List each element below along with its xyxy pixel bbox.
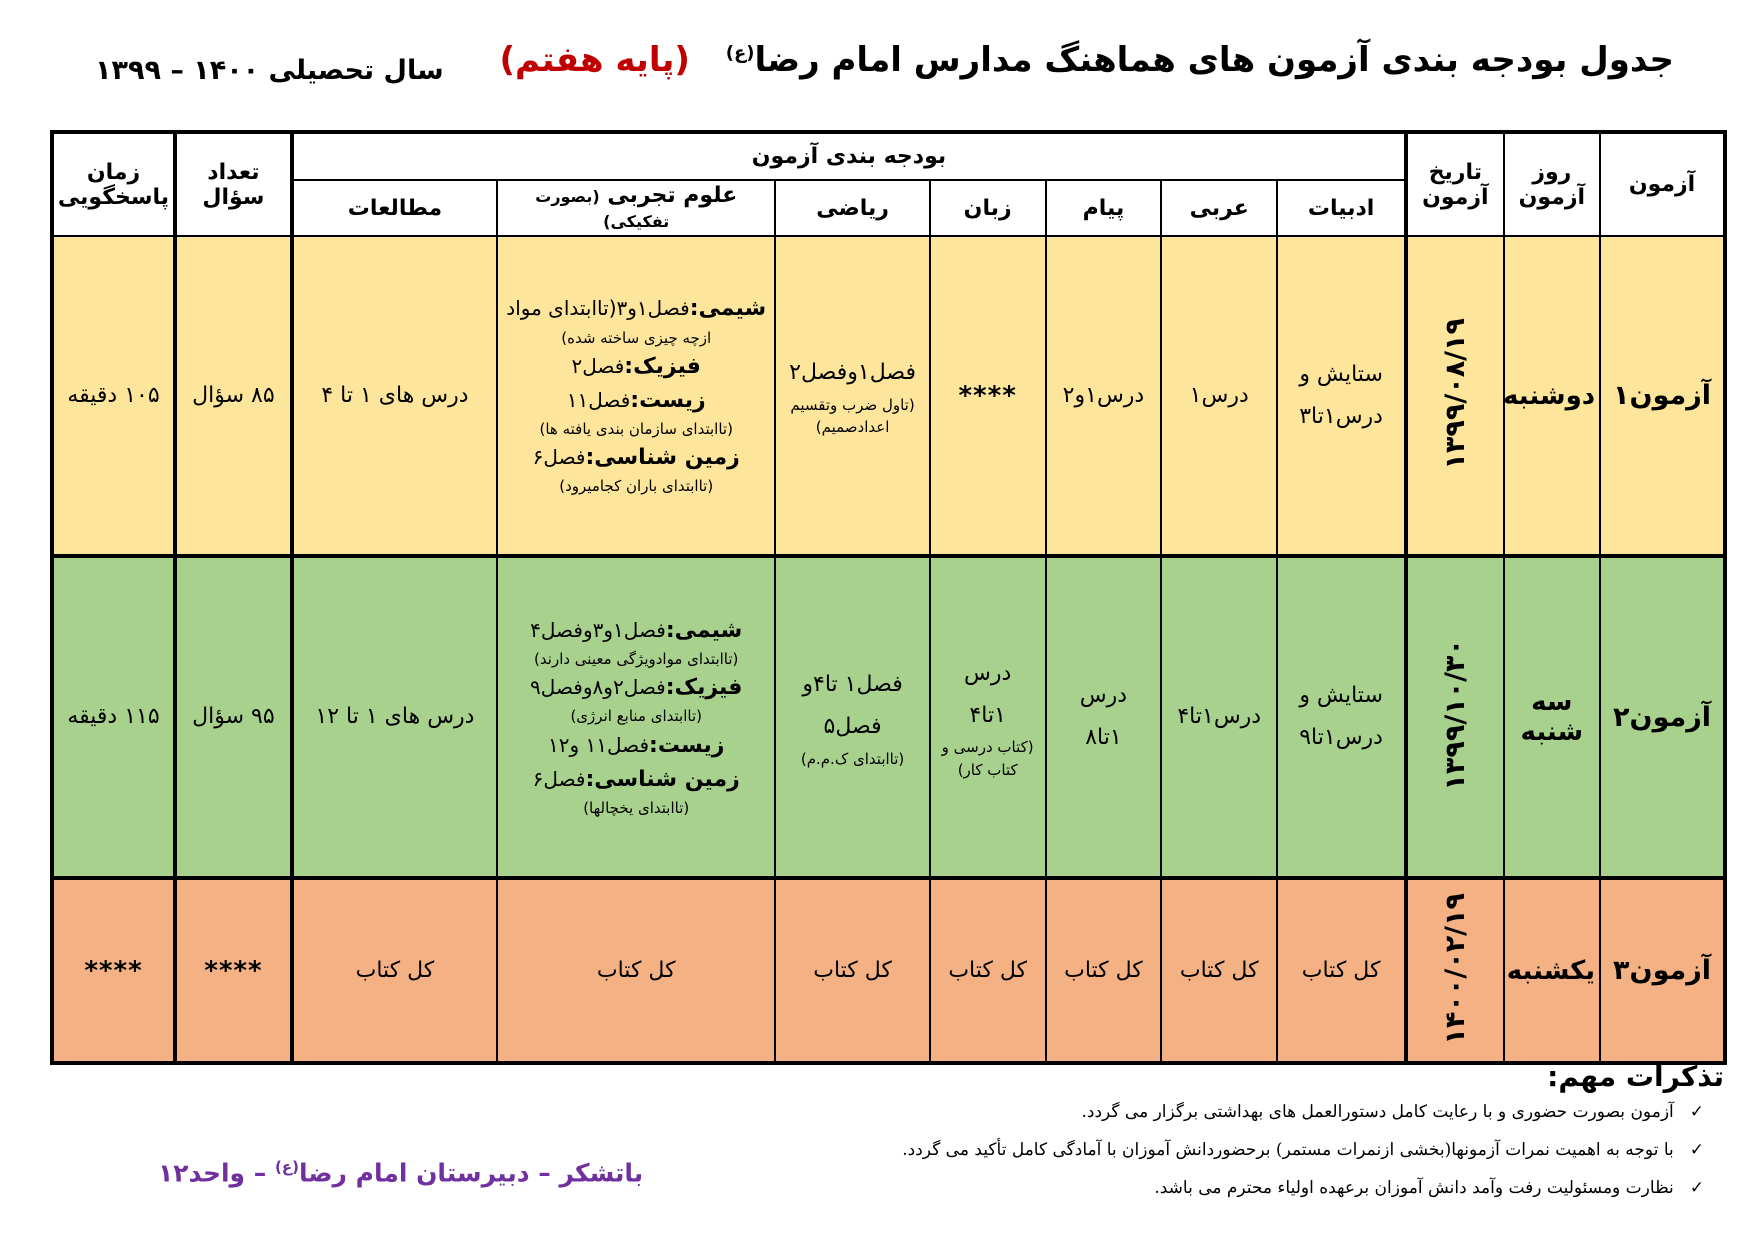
- zaban-note: (کتاب درسی و کتاب کار): [941, 738, 1034, 779]
- exam-budget-table: [50, 130, 1727, 1065]
- time-cell: ۱۰۵ دقیقه: [52, 236, 175, 556]
- olum-cell: [497, 556, 775, 878]
- list-item: [902, 1178, 1704, 1198]
- olum-cell: کل کتاب: [497, 878, 775, 1063]
- table-row: [52, 236, 1725, 556]
- riazi-text: فصل۱وفصل۲: [789, 360, 916, 386]
- count-cell: ****: [175, 878, 292, 1063]
- signature: [158, 1158, 643, 1187]
- riazi-line: فصل۵: [823, 713, 882, 739]
- time-cell: ۱۱۵ دقیقه: [52, 556, 175, 878]
- chem-text: فصل۱و۳وفصل۴: [530, 617, 666, 642]
- adabiat-line: درس۱تا۳: [1299, 403, 1383, 429]
- time-cell: ****: [52, 878, 175, 1063]
- header-arabi: عربی: [1161, 180, 1277, 236]
- phys-text: فصل۲: [571, 353, 625, 378]
- phys-label: فیزیک:: [624, 353, 701, 379]
- exam-name: آزمون۱: [1600, 236, 1725, 556]
- arabi-cell: درس۱: [1161, 236, 1277, 556]
- header-exam: آزمون: [1600, 132, 1725, 236]
- zaban-line: درس: [964, 660, 1012, 686]
- signature-text: باتشکر – دبیرستان امام رضا: [298, 1158, 644, 1188]
- motaleat-cell: درس های ۱ تا ۱۲: [292, 556, 497, 878]
- exam-date-cell: [1406, 878, 1504, 1063]
- chem-text: فصل۱و۳(تاابتدای مواد: [506, 296, 690, 321]
- exam-date: ۱۳۹۹/۰۸/۱۹: [1439, 317, 1471, 470]
- exam-date: ۱۴۰۰/۰۲/۱۹: [1439, 892, 1471, 1045]
- check-icon: ✓: [1689, 1102, 1704, 1122]
- adabiat-cell: [1277, 556, 1406, 878]
- zaban-cell: کل کتاب: [930, 878, 1046, 1063]
- adabiat-cell: کل کتاب: [1277, 878, 1406, 1063]
- exam-day: دوشنبه: [1504, 236, 1600, 556]
- table-row: [52, 556, 1725, 878]
- bio-text: فصل۱۱: [566, 387, 631, 412]
- zaban-cell: ****: [930, 236, 1046, 556]
- payam-line: درس: [1079, 683, 1128, 709]
- header-day: روز آزمون: [1504, 132, 1600, 236]
- exam-name: آزمون۳: [1600, 878, 1725, 1063]
- olum-cell: [497, 236, 775, 556]
- phys-text: فصل۲و۸وفصل۹: [530, 675, 666, 700]
- geo-note: (تاابتدای باران کجامیرود): [559, 477, 714, 496]
- header-budget: بودجه بندی آزمون: [292, 132, 1406, 180]
- header-adabiat: ادبیات: [1277, 180, 1406, 236]
- bio-text: فصل۱۱ و۱۲: [548, 732, 650, 757]
- geo-label: زمین شناسی:: [585, 766, 740, 792]
- exam-day: سه شنبه: [1504, 556, 1600, 878]
- list-item: [902, 1102, 1704, 1122]
- list-item: [902, 1140, 1704, 1160]
- arabi-cell: کل کتاب: [1161, 878, 1277, 1063]
- bio-label: زیست:: [630, 387, 706, 413]
- header-time: زمان پاسخگویی: [52, 132, 175, 236]
- title-sup: (ع): [725, 42, 755, 64]
- phys-note: (تاابتدای منابع انرژی): [570, 707, 702, 726]
- count-cell: ۹۵ سؤال: [175, 556, 292, 878]
- check-icon: ✓: [1689, 1178, 1704, 1198]
- table-row: [52, 878, 1725, 1063]
- chem-label: شیمی:: [665, 617, 743, 643]
- chem-label: شیمی:: [689, 296, 767, 322]
- note-text: با توجه به اهمیت نمرات آزمونها(بخشی ازنمرات مستمر) برحضوردانش آموزان با آمادگی کامل تأکید می گردد.: [902, 1140, 1674, 1160]
- signature-sup: (ع): [275, 1158, 299, 1176]
- geo-text: فصل۶: [532, 766, 586, 791]
- header-zaban: زبان: [930, 180, 1046, 236]
- header-motaleat: مطالعات: [292, 180, 497, 236]
- exam-date-cell: [1406, 236, 1504, 556]
- note-text: نظارت ومسئولیت رفت وآمد دانش آموزان برعهده اولیاء محترم می باشد.: [1154, 1178, 1674, 1198]
- adabiat-cell: [1277, 236, 1406, 556]
- header-count: تعداد سؤال: [175, 132, 292, 236]
- adabiat-line: ستایش و: [1299, 361, 1383, 387]
- bio-label: زیست:: [649, 732, 725, 758]
- arabi-cell: درس۱تا۴: [1161, 556, 1277, 878]
- adabiat-line: ستایش و: [1299, 683, 1383, 709]
- academic-year: سال تحصیلی ۱۴۰۰ – ۱۳۹۹: [95, 55, 444, 86]
- exam-date-cell: [1406, 556, 1504, 878]
- phys-label: فیزیک:: [665, 675, 743, 701]
- chem-note: (تاابتدای موادویژگی معینی دارند): [534, 650, 739, 669]
- note-text: آزمون بصورت حضوری و با رعایت کامل دستورالعمل های بهداشتی برگزار می گردد.: [1081, 1102, 1674, 1122]
- exam-name: آزمون۲: [1600, 556, 1725, 878]
- payam-cell: [1046, 556, 1162, 878]
- bio-note: (تاابتدای سازمان بندی یافته ها): [539, 419, 733, 438]
- page-title: [499, 40, 1674, 80]
- motaleat-cell: کل کتاب: [292, 878, 497, 1063]
- riazi-cell: [775, 236, 929, 556]
- motaleat-cell: درس های ۱ تا ۴: [292, 236, 497, 556]
- header-riazi: ریاضی: [775, 180, 929, 236]
- notes-title: تذکرات مهم:: [1547, 1060, 1724, 1093]
- riazi-cell: کل کتاب: [775, 878, 929, 1063]
- riazi-line: فصل۱ تا۴و: [802, 671, 903, 697]
- signature-unit: – واحد۱۲: [158, 1158, 276, 1188]
- exam-date: ۱۳۹۹/۱۰/۳۰: [1439, 639, 1471, 791]
- riazi-note: (تاول ضرب وتقسیم اعدادصمیم): [790, 395, 915, 437]
- payam-cell: درس۱و۲: [1046, 236, 1162, 556]
- riazi-note: (تاابتدای ک.م.م): [800, 749, 905, 768]
- zaban-line: ۱تا۴: [969, 702, 1006, 728]
- payam-cell: کل کتاب: [1046, 878, 1162, 1063]
- riazi-cell: [775, 556, 929, 878]
- header-date: تاریخ آزمون: [1406, 132, 1504, 236]
- count-cell: ۸۵ سؤال: [175, 236, 292, 556]
- exam-day: یکشنبه: [1504, 878, 1600, 1063]
- geo-label: زمین شناسی:: [585, 445, 740, 471]
- payam-line: ۱تا۸: [1085, 725, 1122, 750]
- header-olum-label: علوم تجربی: [607, 183, 738, 208]
- header-olum: [497, 180, 775, 236]
- geo-text: فصل۶: [532, 445, 586, 470]
- geo-note: (تاابتدای یخچالها): [583, 798, 690, 817]
- chem-note: ازچه چیزی ساخته شده): [561, 328, 712, 347]
- zaban-cell: [930, 556, 1046, 878]
- check-icon: ✓: [1689, 1140, 1704, 1160]
- title-text: جدول بودجه بندی آزمون های هماهنگ مدارس امام رضا: [754, 40, 1674, 80]
- grade-label: (پایه هفتم): [499, 40, 690, 80]
- header-payam: پیام: [1046, 180, 1162, 236]
- notes-list: [902, 1102, 1704, 1216]
- header-olum-note: (بصورت تفکیکی): [535, 187, 670, 231]
- adabiat-line: درس۱تا۹: [1299, 725, 1383, 750]
